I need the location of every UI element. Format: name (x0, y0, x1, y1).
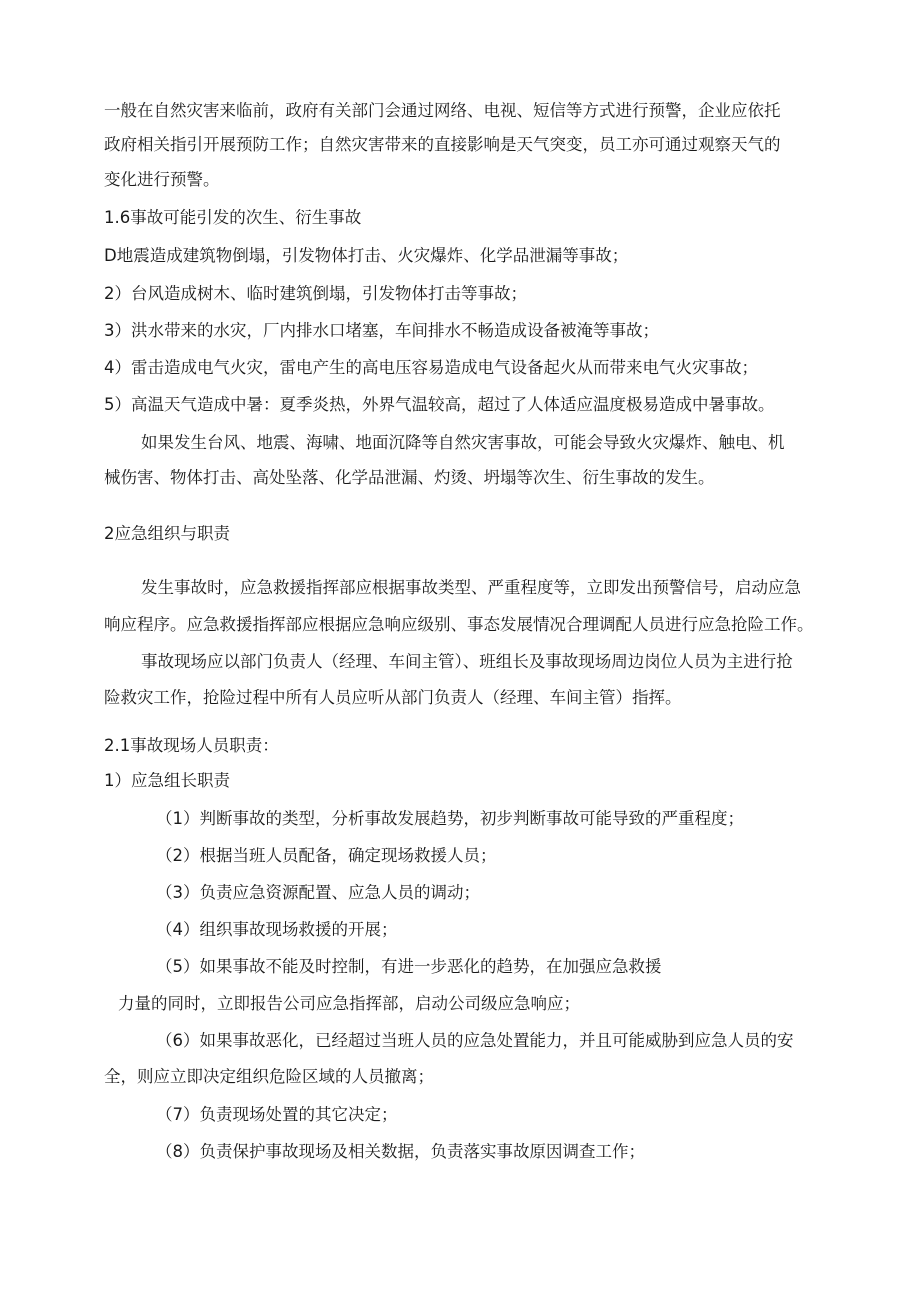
summary-line-2: 械伤害、物体打击、高处坠落、化学品泄漏、灼烫、坍塌等次生、衍生事故的发生。 (104, 468, 715, 487)
secondary-accident-item-2: 2）台风造成树木、临时建筑倒塌，引发物体打击等事故； (104, 284, 527, 303)
duty-item-6-line-1: （6）如果事故恶化，已经超过当班人员的应急处置能力，并且可能威胁到应急人员的安 (156, 1031, 794, 1050)
intro-line-3: 变化进行预警。 (104, 170, 220, 189)
secondary-accident-item-4: 4）雷击造成电气火灾，雷电产生的高电压容易造成电气设备起火从而带来电气火灾事故； (104, 358, 758, 377)
duty-item-2: （2）根据当班人员配备，确定现场救援人员； (156, 846, 497, 865)
duty-item-5-line-1: （5）如果事故不能及时控制，有进一步恶化的趋势，在加强应急救援 (156, 957, 662, 976)
duty-item-8: （8）负责保护事故现场及相关数据，负责落实事故原因调查工作； (156, 1142, 645, 1161)
duty-item-6-line-2: 全，则应立即决定组织危险区域的人员撤离； (104, 1067, 434, 1086)
duty-item-3: （3）负责应急资源配置、应急人员的调动； (156, 883, 480, 902)
team-leader-duties-subheading: 1）应急组长职责 (104, 771, 230, 790)
secondary-accident-item-5: 5）高温天气造成中暑：夏季炎热，外界气温较高，超过了人体适应温度极易造成中暑事故。 (104, 395, 775, 414)
section-2-para-1-line-2: 响应程序。应急救援指挥部应根据应急响应级别、事态发展情况合理调配人员进行应急抢险工作。 (104, 615, 814, 634)
section-2-para-1-line-1: 发生事故时，应急救援指挥部应根据事故类型、严重程度等，立即发出预警信号，启动应急 (141, 578, 801, 597)
intro-line-2: 政府相关指引开展预防工作；自然灾害带来的直接影响是天气突变，员工亦可通过观察天气的 (104, 135, 781, 154)
summary-line-1: 如果发生台风、地震、海啸、地面沉降等自然灾害事故，可能会导致火灾爆炸、触电、机 (141, 433, 785, 452)
duty-item-4: （4）组织事故现场救援的开展； (156, 920, 398, 939)
secondary-accident-item-1: D地震造成建筑物倒塌，引发物体打击、火灾爆炸、化学品泄漏等事故； (104, 246, 629, 265)
section-2-para-2-line-1: 事故现场应以部门负责人（经理、车间主管）、班组长及事故现场周边岗位人员为主进行抢 (141, 652, 793, 671)
section-1-6-heading: 1.6事故可能引发的次生、衍生事故 (104, 208, 362, 227)
duty-item-7: （7）负责现场处置的其它决定； (156, 1105, 398, 1124)
duty-item-5-line-2: 力量的同时，立即报告公司应急指挥部，启动公司级应急响应； (118, 994, 580, 1013)
section-2-1-heading: 2.1事故现场人员职责： (104, 736, 279, 755)
section-2-heading: 2应急组织与职责 (104, 524, 230, 543)
intro-line-1: 一般在自然灾害来临前，政府有关部门会通过网络、电视、短信等方式进行预警，企业应依托 (104, 101, 781, 120)
duty-item-1: （1）判断事故的类型，分析事故发展趋势，初步判断事故可能导致的严重程度； (156, 809, 744, 828)
secondary-accident-item-3: 3）洪水带来的水灾，厂内排水口堵塞，车间排水不畅造成设备被淹等事故； (104, 321, 659, 340)
section-2-para-2-line-2: 险救灾工作，抢险过程中所有人员应听从部门负责人（经理、车间主管）指挥。 (104, 688, 682, 707)
